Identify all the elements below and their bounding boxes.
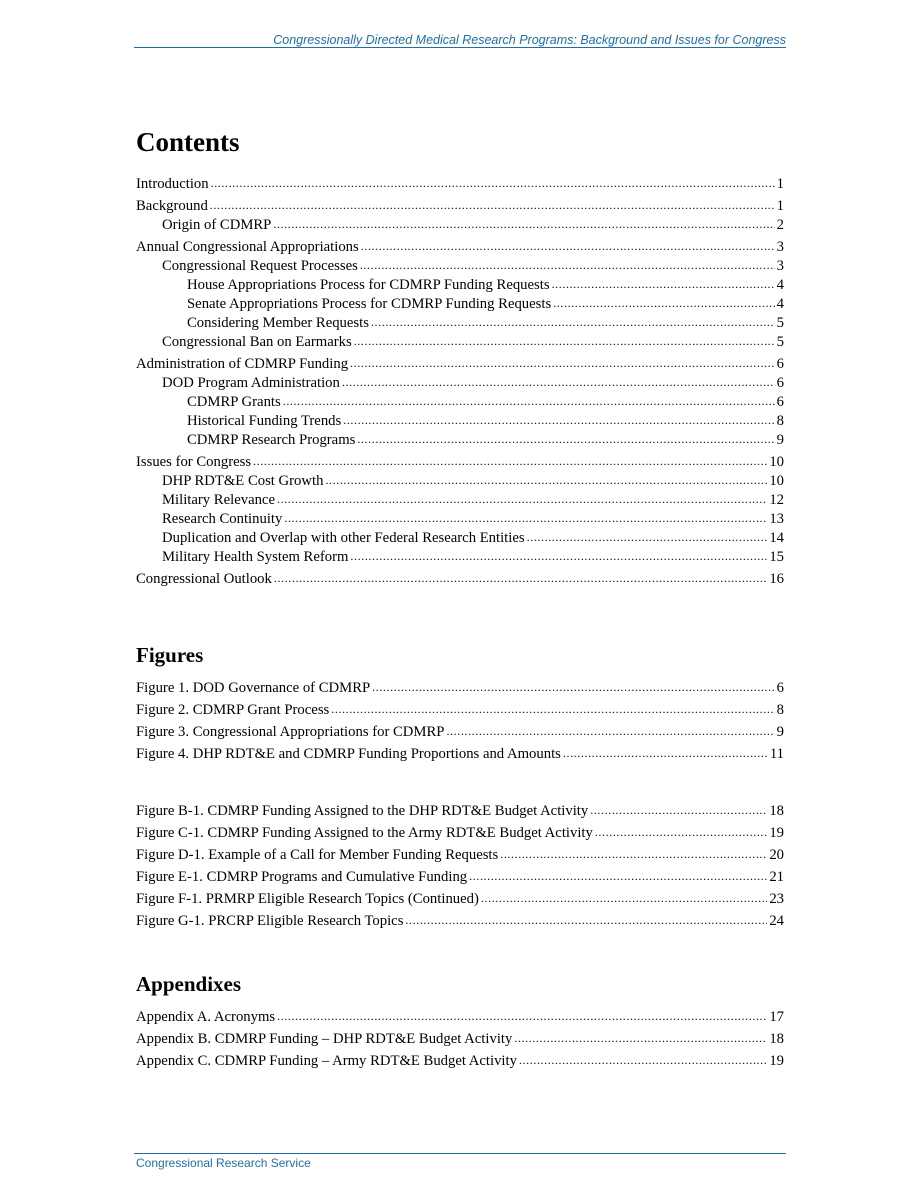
toc-leader-dots xyxy=(469,867,767,885)
toc-leader-dots xyxy=(277,490,767,508)
toc-entry-page: 9 xyxy=(776,432,784,448)
toc-entry-label: Senate Appropriations Process for CDMRP Funding Requests xyxy=(187,296,552,312)
toc-entry-page: 11 xyxy=(769,746,784,762)
toc-entry-label: Origin of CDMRP xyxy=(162,217,272,233)
toc-entry-page: 3 xyxy=(776,239,784,255)
toc-entry-label: Considering Member Requests xyxy=(187,315,369,331)
toc-entry-figure-3[interactable] xyxy=(136,723,784,741)
toc-entry-member-requests[interactable] xyxy=(136,314,784,332)
toc-leader-dots xyxy=(343,411,774,429)
toc-entry-page: 5 xyxy=(776,334,784,350)
toc-entry-appendix-a[interactable] xyxy=(136,1008,784,1026)
toc-entry-label: Military Relevance xyxy=(162,492,275,508)
toc-entry-page: 6 xyxy=(776,680,784,696)
appendixes-title: Appendixes xyxy=(136,972,242,996)
toc-entry-figure-e-1[interactable] xyxy=(136,868,784,886)
toc-entry-figure-c-1[interactable] xyxy=(136,824,784,842)
toc-entry-label: Figure F-1. PRMRP Eligible Research Topics (Continued) xyxy=(136,891,479,907)
toc-entry-page: 6 xyxy=(776,375,784,391)
toc-entry-figure-2[interactable] xyxy=(136,701,784,719)
toc-entry-label: Research Continuity xyxy=(162,511,283,527)
toc-entry-page: 1 xyxy=(776,198,784,214)
figures-title: Figures xyxy=(136,643,204,667)
toc-leader-dots xyxy=(553,294,774,312)
toc-leader-dots xyxy=(357,430,774,448)
toc-entry-page: 14 xyxy=(769,530,784,546)
toc-entry-page: 8 xyxy=(776,702,784,718)
footer-text: Congressional Research Service xyxy=(136,1156,311,1170)
toc-leader-dots xyxy=(360,256,775,274)
toc-entry-cost-growth[interactable] xyxy=(136,472,784,490)
toc-entry-page: 6 xyxy=(776,356,784,372)
toc-entry-mhs-reform[interactable] xyxy=(136,548,784,566)
toc-entry-label: Figure 2. CDMRP Grant Process xyxy=(136,702,330,718)
toc-entry-page: 19 xyxy=(769,1053,784,1069)
toc-entry-label: Congressional Outlook xyxy=(136,571,272,587)
toc-entry-label: Figure C-1. CDMRP Funding Assigned to the Army RDT&E Budget Activity xyxy=(136,825,593,841)
toc-entry-label: Appendix B. CDMRP Funding – DHP RDT&E Budget Activity xyxy=(136,1031,513,1047)
figures-list xyxy=(136,679,784,767)
toc-entry-page: 15 xyxy=(769,549,784,565)
toc-entry-background[interactable] xyxy=(136,197,784,215)
toc-entry-label: Congressional Request Processes xyxy=(162,258,358,274)
toc-leader-dots xyxy=(372,678,775,696)
toc-leader-dots xyxy=(273,215,774,233)
toc-entry-dod-program-administration[interactable] xyxy=(136,374,784,392)
toc-leader-dots xyxy=(361,237,775,255)
toc-entry-duplication-overlap[interactable] xyxy=(136,529,784,547)
toc-leader-dots xyxy=(552,275,775,293)
toc-entry-page: 20 xyxy=(769,847,784,863)
appendix-figures-list xyxy=(136,802,784,934)
toc-entry-page: 16 xyxy=(769,571,784,587)
toc-leader-dots xyxy=(514,1029,767,1047)
footer-rule xyxy=(134,1153,786,1154)
toc-entry-page: 10 xyxy=(769,454,784,470)
toc-leader-dots xyxy=(277,1007,767,1025)
toc-entry-page: 1 xyxy=(776,176,784,192)
toc-entry-page: 18 xyxy=(769,1031,784,1047)
toc-entry-label: Issues for Congress xyxy=(136,454,252,470)
toc-entry-page: 8 xyxy=(776,413,784,429)
toc-entry-label: Introduction xyxy=(136,176,209,192)
appendixes-list xyxy=(136,1008,784,1074)
toc-entry-label: Background xyxy=(136,198,208,214)
toc-leader-dots xyxy=(274,569,767,587)
toc-entry-label: House Appropriations Process for CDMRP Funding Requests xyxy=(187,277,550,293)
toc-entry-page: 23 xyxy=(769,891,784,907)
toc-entry-page: 4 xyxy=(776,277,784,293)
toc-entry-page: 12 xyxy=(769,492,784,508)
toc-entry-page: 17 xyxy=(769,1009,784,1025)
toc-leader-dots xyxy=(253,452,767,470)
toc-leader-dots xyxy=(210,196,775,214)
toc-entry-label: Appendix A. Acronyms xyxy=(136,1009,276,1025)
toc-entry-label: Congressional Ban on Earmarks xyxy=(162,334,352,350)
toc-entry-funding-trends[interactable] xyxy=(136,412,784,430)
toc-entry-figure-f-1[interactable] xyxy=(136,890,784,908)
toc-leader-dots xyxy=(350,354,775,372)
toc-entry-page: 9 xyxy=(776,724,784,740)
contents-title: Contents xyxy=(136,127,240,157)
toc-entry-page: 24 xyxy=(769,913,784,929)
toc-leader-dots xyxy=(211,174,775,192)
toc-leader-dots xyxy=(519,1051,767,1069)
header-rule xyxy=(134,47,786,48)
toc-entry-page: 5 xyxy=(776,315,784,331)
toc-entry-senate-process[interactable] xyxy=(136,295,784,313)
toc-leader-dots xyxy=(350,547,767,565)
toc-entry-label: Appendix C. CDMRP Funding – Army RDT&E Budget Activity xyxy=(136,1053,517,1069)
toc-leader-dots xyxy=(527,528,768,546)
toc-entry-page: 13 xyxy=(769,511,784,527)
toc-entry-figure-b-1[interactable] xyxy=(136,802,784,820)
toc-entry-page: 2 xyxy=(776,217,784,233)
toc-entry-research-programs[interactable] xyxy=(136,431,784,449)
toc-entry-label: Figure E-1. CDMRP Programs and Cumulative Funding xyxy=(136,869,468,885)
toc-entry-label: DHP RDT&E Cost Growth xyxy=(162,473,324,489)
toc-entry-figure-g-1[interactable] xyxy=(136,912,784,930)
toc-entry-label: Annual Congressional Appropriations xyxy=(136,239,359,255)
toc-entry-label: Figure G-1. PRCRP Eligible Research Topics xyxy=(136,913,404,929)
toc-entry-figure-d-1[interactable] xyxy=(136,846,784,864)
toc-entry-label: Figure 3. Congressional Appropriations for CDMRP xyxy=(136,724,445,740)
toc-leader-dots xyxy=(590,801,767,819)
toc-entry-military-relevance[interactable] xyxy=(136,491,784,509)
toc-leader-dots xyxy=(325,471,767,489)
toc-entry-label: Figure D-1. Example of a Call for Member Funding Requests xyxy=(136,847,499,863)
toc-entry-page: 6 xyxy=(776,394,784,410)
toc-entry-page: 21 xyxy=(769,869,784,885)
toc-entry-label: Figure 1. DOD Governance of CDMRP xyxy=(136,680,371,696)
toc-leader-dots xyxy=(354,332,775,350)
toc-entry-page: 4 xyxy=(776,296,784,312)
toc-entry-page: 19 xyxy=(769,825,784,841)
toc-entry-house-process[interactable] xyxy=(136,276,784,294)
toc-entry-label: Military Health System Reform xyxy=(162,549,349,565)
toc-entry-page: 3 xyxy=(776,258,784,274)
toc-entry-issues-for-congress[interactable] xyxy=(136,453,784,471)
toc-leader-dots xyxy=(284,509,767,527)
toc-entry-cdmrp-grants[interactable] xyxy=(136,393,784,411)
toc-entry-label: CDMRP Grants xyxy=(187,394,281,410)
toc-entry-label: CDMRP Research Programs xyxy=(187,432,356,448)
toc-entry-earmark-ban[interactable] xyxy=(136,333,784,351)
toc-entry-label: Duplication and Overlap with other Federal Research Entities xyxy=(162,530,525,546)
contents-list xyxy=(136,175,784,589)
toc-entry-congressional-outlook[interactable] xyxy=(136,570,784,588)
toc-leader-dots xyxy=(331,700,774,718)
toc-entry-appendix-c[interactable] xyxy=(136,1052,784,1070)
toc-entry-annual-appropriations[interactable] xyxy=(136,238,784,256)
toc-entry-administration[interactable] xyxy=(136,355,784,373)
toc-entry-origin-of-cdmrp[interactable] xyxy=(136,216,784,234)
toc-leader-dots xyxy=(342,373,775,391)
toc-entry-label: Figure 4. DHP RDT&E and CDMRP Funding Proportions and Amounts xyxy=(136,746,561,762)
toc-leader-dots xyxy=(371,313,775,331)
toc-entry-page: 10 xyxy=(769,473,784,489)
toc-leader-dots xyxy=(595,823,767,841)
toc-entry-figure-4[interactable] xyxy=(136,745,784,763)
toc-leader-dots xyxy=(446,722,774,740)
toc-leader-dots xyxy=(500,845,767,863)
toc-leader-dots xyxy=(481,889,767,907)
toc-leader-dots xyxy=(283,392,775,410)
toc-entry-label: Historical Funding Trends xyxy=(187,413,342,429)
toc-entry-introduction[interactable] xyxy=(136,175,784,193)
toc-entry-request-processes[interactable] xyxy=(136,257,784,275)
toc-entry-research-continuity[interactable] xyxy=(136,510,784,528)
toc-entry-label: Administration of CDMRP Funding xyxy=(136,356,349,372)
toc-entry-page: 18 xyxy=(769,803,784,819)
running-header: Congressionally Directed Medical Research Programs: Background and Issues for Congress xyxy=(273,33,786,47)
toc-entry-label: DOD Program Administration xyxy=(162,375,340,391)
toc-entry-figure-1[interactable] xyxy=(136,679,784,697)
toc-leader-dots xyxy=(405,911,767,929)
toc-leader-dots xyxy=(563,744,768,762)
toc-entry-appendix-b[interactable] xyxy=(136,1030,784,1048)
toc-entry-label: Figure B-1. CDMRP Funding Assigned to the DHP RDT&E Budget Activity xyxy=(136,803,589,819)
